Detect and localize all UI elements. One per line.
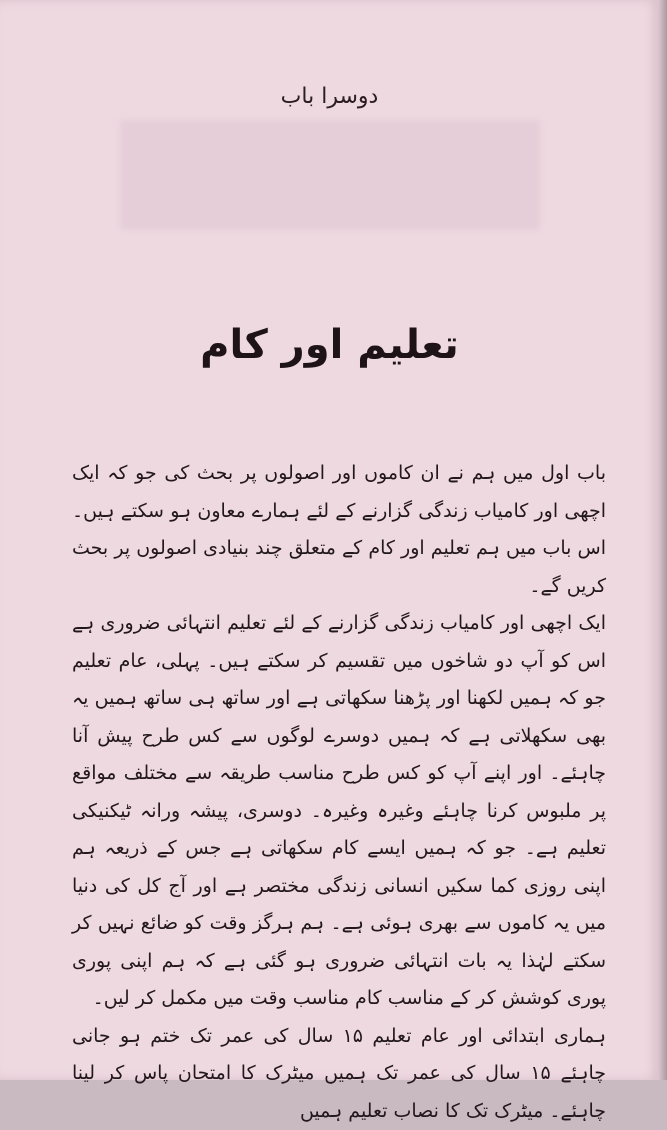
show-through-text-shadow [120,120,540,230]
page-edge [659,0,667,1080]
body-text [72,455,606,1130]
chapter-title: تعلیم اور کام [0,322,659,368]
paragraph: ایک اچھی اور کامیاب زندگی گزارنے کے لئے تعلیم انتہائی ضروری ہے اس کو آپ دو شاخوں میں تقسیم کر سکتے ہیں۔ پہلی، عام تعلیم جو کہ ہمیں لکھنا اور پڑھنا سکھاتی ہے اور ساتھ ہی ساتھ ہمیں یہ بھی سکھلاتی ہے کہ ہمیں دوسرے لوگوں سے کس طرح پیش آنا چاہئے۔ اور اپنے آپ کو کس طرح مناسب طریقہ سے مختلف مواقع پر ملبوس کرنا چاہئے وغیرہ وغیرہ۔ دوسری، پیشہ ورانہ ٹیکنیکی تعلیم ہے۔ جو کہ ہمیں ایسے کام سکھاتی ہے جس کے ذریعہ ہم اپنی روزی کما سکیں انسانی زندگی مختصر ہے اور آج کل کی دنیا میں یہ کاموں سے بھری ہوئی ہے۔ ہم ہرگز وقت کو ضائع نہیں کر سکتے لہٰذا یہ بات انتہائی ضروری ہو گئی ہے کہ ہم اپنی پوری پوری کوشش کر کے مناسب کام مناسب وقت میں مکمل کر لیں۔ [72,605,606,1018]
paragraph: ہماری ابتدائی اور عام تعلیم ۱۵ سال کی عمر تک ختم ہو جانی چاہئے ۱۵ سال کی عمر تک ہمیں میٹرک کا امتحان پاس کر لینا چاہئے۔ میٹرک تک کا نصاب تعلیم ہمیں [72,1018,606,1130]
chapter-label: دوسرا باب [0,84,659,109]
paragraph: باب اول میں ہم نے ان کاموں اور اصولوں پر بحث کی جو کہ ایک اچھی اور کامیاب زندگی گزارنے کے لئے ہمارے معاون ہو سکتے ہیں۔ اس باب میں ہم تعلیم اور کام کے متعلق چند بنیادی اصولوں پر بحث کریں گے۔ [72,455,606,605]
